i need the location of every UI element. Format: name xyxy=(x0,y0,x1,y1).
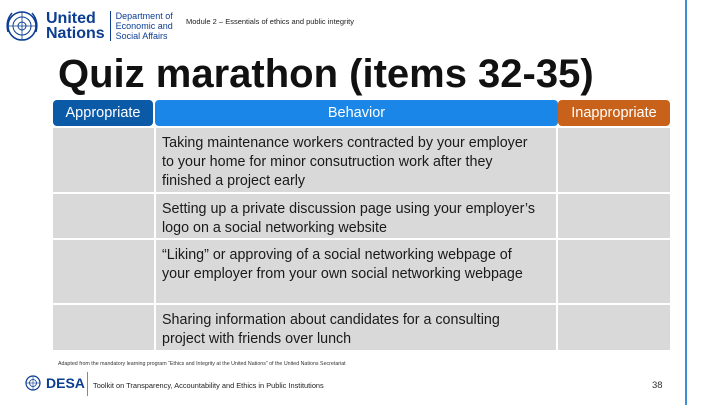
header-appropriate: Appropriate xyxy=(53,100,153,126)
footer-divider xyxy=(87,372,88,396)
inappropriate-cell[interactable] xyxy=(558,194,670,240)
inappropriate-cell[interactable] xyxy=(558,240,670,305)
appropriate-cell[interactable] xyxy=(53,194,156,240)
un-wordmark: United Nations xyxy=(46,10,105,42)
inappropriate-cell[interactable] xyxy=(558,305,670,352)
header-behavior: Behavior xyxy=(155,100,558,126)
appropriate-cell[interactable] xyxy=(53,305,156,352)
table-row xyxy=(53,194,670,240)
page-number: 38 xyxy=(652,380,663,391)
un-emblem-icon xyxy=(2,6,42,46)
appropriate-cell[interactable] xyxy=(53,240,156,305)
table-row xyxy=(53,305,670,352)
source-note: Adapted from the mandatory learning program “Ethics and Integrity at the United Nations” of the United Nations Secretariat xyxy=(58,361,346,367)
slide-title: Quiz marathon (items 32-35) xyxy=(58,52,594,96)
un-emblem-icon xyxy=(24,374,42,392)
table-row xyxy=(53,240,670,305)
un-desa-logo xyxy=(2,6,173,46)
inappropriate-cell[interactable] xyxy=(558,128,670,194)
header-inappropriate: Inappropriate xyxy=(558,100,670,126)
appropriate-cell[interactable] xyxy=(53,128,156,194)
logo-divider xyxy=(110,11,111,41)
behavior-cell: Setting up a private discussion page using your employer’s logo on a social networking website xyxy=(156,194,558,240)
table-row xyxy=(53,128,670,194)
toolkit-title: Toolkit on Transparency, Accountability and Ethics in Public Institutions xyxy=(93,381,324,390)
behavior-cell: “Liking” or approving of a social networking webpage of your employer from your own social networking webpage xyxy=(156,240,558,305)
behavior-cell: Sharing information about candidates for a consulting project with friends over lunch xyxy=(156,305,558,352)
desa-logo: DESA xyxy=(24,374,85,392)
module-label: Module 2 – Essentials of ethics and public integrity xyxy=(186,17,355,26)
department-name: Department of Economic and Social Affairs xyxy=(115,11,173,41)
behavior-cell: Taking maintenance workers contracted by your employer to your home for minor consutruction work after they finished a project early xyxy=(156,128,558,194)
right-edge-rule xyxy=(685,0,687,405)
